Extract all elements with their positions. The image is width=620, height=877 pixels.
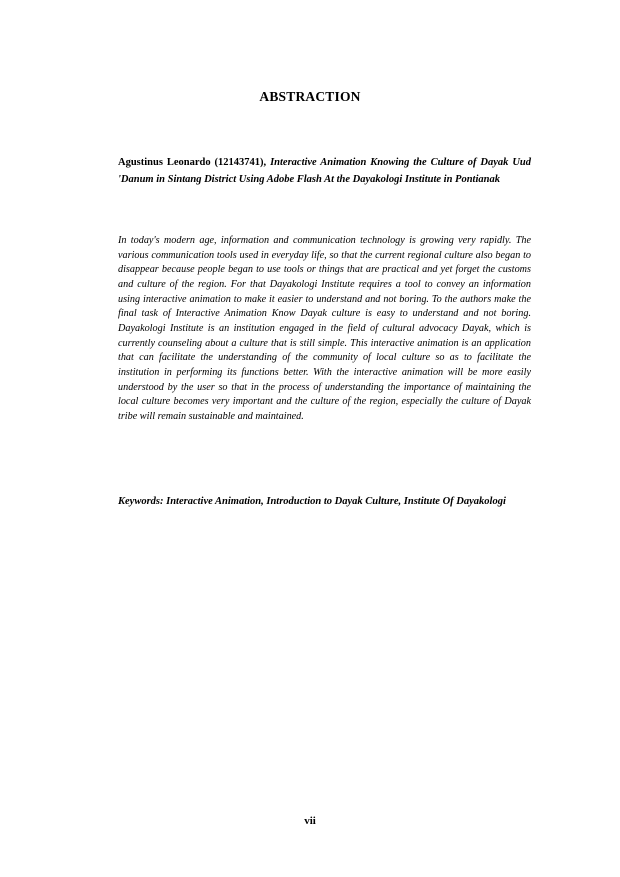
citation [118,155,531,188]
abstract-heading: ABSTRACTION [259,89,361,104]
abstract-body: In today's modern age, information and communication technology is growing very rapidly. The various communication tools used in everyday life, so that the current regional culture also began to disappear because people began to use tools or things that are practical and yet forget the customs and culture of the region. For that Dayakologi Institute requires a tool to convey an information using interactive animation to make it easier to understand and not boring. To the authors make the final task of Interactive Animation Know Dayak culture is easy to understand and not boring. Dayakologi Institute is an institution engaged in the field of cultural advocacy Dayak, which is currently counseling about a culture that is still simple. This interactive animation is an application that can facilitate the understanding of the community of local culture so as to facilitate the institution in performing its functions better. With the interactive animation will be more easily understood by the user so that in the process of understanding the importance of maintaining the local culture becomes very important and the culture of the region, especially the culture of Dayak tribe will remain sustainable and maintained. [118,235,531,422]
page-number: vii [304,815,316,827]
keywords-label: Keywords: [118,496,164,507]
citation-author: Agustinus Leonardo (12143741), [118,157,267,168]
keywords [118,494,531,510]
keywords-list: Interactive Animation, Introduction to Dayak Culture, Institute Of Dayakologi [166,496,506,507]
keywords-block [118,494,531,510]
citation-work-title: Interactive Animation Knowing the Culture of Dayak Uud 'Danum in Sintang District Using Adobe Flash At the Dayakologi Institute in Pontianak [118,157,532,185]
